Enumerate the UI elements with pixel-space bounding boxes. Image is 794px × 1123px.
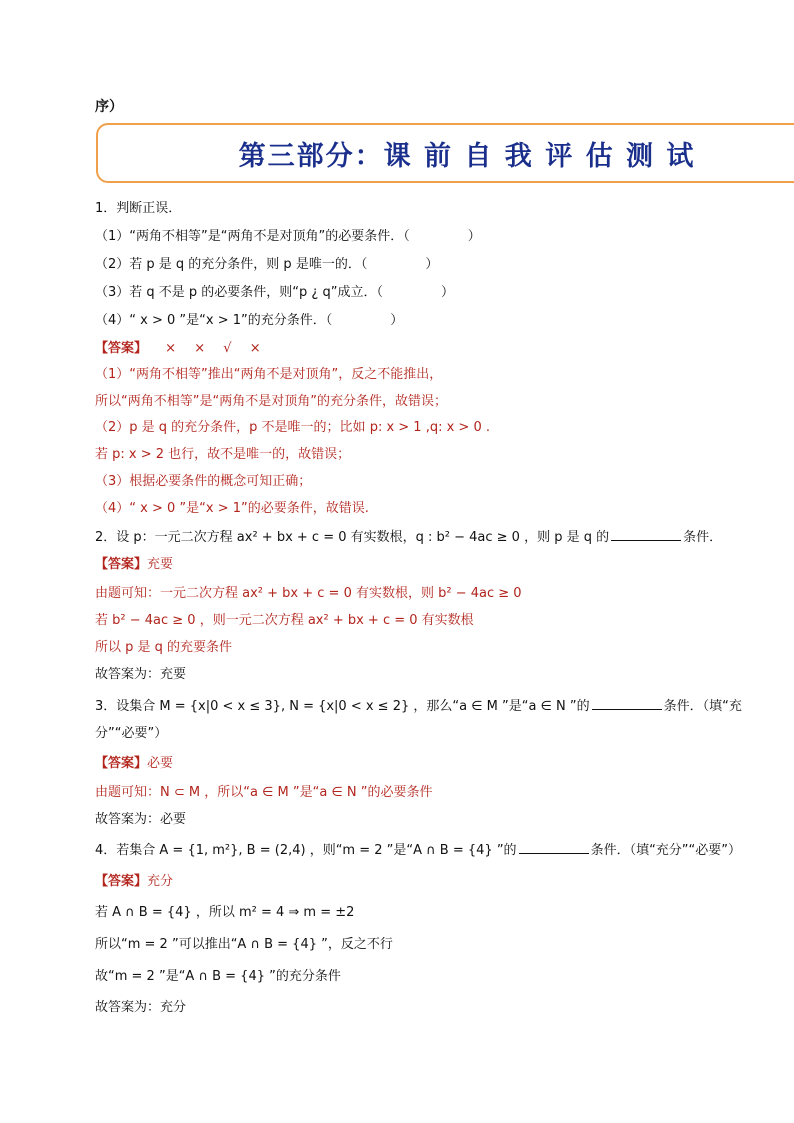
q1-statement-3-text: （3）若 q 不是 p 的必要条件，则“p ¿ q”成立．（ bbox=[95, 285, 383, 300]
q3-stem-text: 3．设集合 M = {x|0 < x ≤ 3}, N = {x|0 < x ≤ 2} ，那么“a ∈ M ”是“a ∈ N ”的 bbox=[95, 699, 590, 714]
q3-answer-row bbox=[95, 755, 173, 773]
q1-statement-2-text: （2）若 p 是 q 的充分条件，则 p 是唯一的．（ bbox=[95, 257, 368, 272]
q1-statement-2-close: ） bbox=[425, 257, 439, 272]
q1-statement-4 bbox=[95, 312, 403, 330]
q1-statement-4-close: ） bbox=[390, 313, 404, 328]
section-title: 第三部分：课 前 自 我 评 估 测 试 bbox=[238, 140, 696, 172]
q4-explanation-1: 若 A ∩ B = {4} ，所以 m² = 4 ⇒ m = ±2 bbox=[95, 905, 355, 920]
q4-answer-tag: 【答案】 bbox=[95, 874, 148, 889]
q4-explanation-2: 所以“m = 2 ”可以推出“A ∩ B = {4} ”，反之不行 bbox=[95, 937, 393, 952]
q4-conclusion: 故答案为：充分 bbox=[95, 1000, 187, 1015]
q1-answer-row bbox=[95, 340, 261, 358]
q2-explanation-3: 所以 p 是 q 的充要条件 bbox=[95, 640, 233, 655]
q4-stem-tail: 条件．（填“充分”“必要”） bbox=[590, 843, 742, 858]
q1-statement-1 bbox=[95, 228, 481, 246]
header-fragment: 序） bbox=[95, 99, 123, 115]
q1-explanation-4: 若 p: x > 2 也行，故不是唯一的，故错误； bbox=[95, 447, 351, 462]
q1-explanation-5: （3）根据必要条件的概念可知正确； bbox=[95, 474, 312, 489]
q3-stem bbox=[95, 697, 742, 716]
q1-explanation-1: （1）“两角不相等”推出“两角不是对顶角”，反之不能推出， bbox=[95, 367, 443, 382]
q2-stem bbox=[95, 528, 722, 547]
q3-conclusion: 故答案为：必要 bbox=[95, 812, 187, 827]
q2-explanation-1: 由题可知：一元二次方程 ax² + bx + c = 0 有实数根，则 b² − 4ac ≥ 0 bbox=[95, 586, 522, 601]
q2-stem-text: 2．设 p：一元二次方程 ax² + bx + c = 0 有实数根，q : b² − 4ac ≥ 0 ，则 p 是 q 的 bbox=[95, 530, 610, 545]
q3-answer-tag: 【答案】 bbox=[95, 756, 148, 771]
q1-statement-4-text: （4）“ x > 0 ”是“x > 1”的充分条件．（ bbox=[95, 313, 333, 328]
q1-statement-1-close: ） bbox=[467, 229, 481, 244]
q1-explanation-3: （2）p 是 q 的充分条件，p 不是唯一的；比如 p: x > 1 ,q: x > 0 . bbox=[95, 420, 490, 435]
q1-statement-3-close: ） bbox=[440, 285, 454, 300]
q4-stem-text: 4．若集合 A = {1, m²}, B = (2,4) ，则“m = 2 ”是“A ∩ B = {4} ”的 bbox=[95, 843, 517, 858]
q3-stem-tail: 条件．（填“充 bbox=[663, 699, 742, 714]
q2-answer-row bbox=[95, 556, 173, 574]
q2-conclusion: 故答案为：充要 bbox=[95, 667, 187, 682]
q4-answer-value: 充分 bbox=[147, 874, 174, 889]
q3-answer-value: 必要 bbox=[147, 756, 174, 771]
q1-explanation-2: 所以“两角不相等”是“两角不是对顶角”的充分条件，故错误； bbox=[95, 394, 447, 409]
q4-answer-row bbox=[95, 873, 173, 891]
q1-mark-4: × bbox=[249, 341, 261, 356]
q1-mark-1: × bbox=[165, 341, 177, 356]
q1-explanation-6: （4）“ x > 0 ”是“x > 1”的必要条件，故错误. bbox=[95, 501, 369, 516]
q4-explanation-3: 故“m = 2 ”是“A ∩ B = {4} ”的充分条件 bbox=[95, 969, 341, 984]
section-banner bbox=[96, 123, 794, 183]
q4-stem bbox=[95, 841, 741, 860]
q1-title: 1．判断正误． bbox=[95, 201, 182, 216]
q1-mark-3: √ bbox=[223, 341, 232, 356]
q3-stem-continued: 分”“必要”） bbox=[95, 726, 168, 741]
q1-statement-2 bbox=[95, 256, 438, 274]
q2-answer-blank bbox=[611, 528, 681, 541]
q1-statement-1-text: （1）“两角不相等”是“两角不是对顶角”的必要条件．（ bbox=[95, 229, 410, 244]
q2-explanation-2: 若 b² − 4ac ≥ 0 ，则一元二次方程 ax² + bx + c = 0 有实数根 bbox=[95, 613, 474, 628]
q1-mark-2: × bbox=[194, 341, 206, 356]
q1-statement-3 bbox=[95, 284, 454, 302]
q4-answer-blank bbox=[519, 841, 589, 854]
q1-answer-tag: 【答案】 bbox=[95, 341, 148, 356]
q2-answer-tag: 【答案】 bbox=[95, 557, 148, 572]
q3-answer-blank bbox=[592, 697, 662, 710]
q2-stem-tail: 条件． bbox=[683, 530, 723, 545]
q2-answer-value: 充要 bbox=[147, 557, 174, 572]
q3-explanation-1: 由题可知：N ⊂ M ，所以“a ∈ M ”是“a ∈ N ”的必要条件 bbox=[95, 785, 433, 800]
